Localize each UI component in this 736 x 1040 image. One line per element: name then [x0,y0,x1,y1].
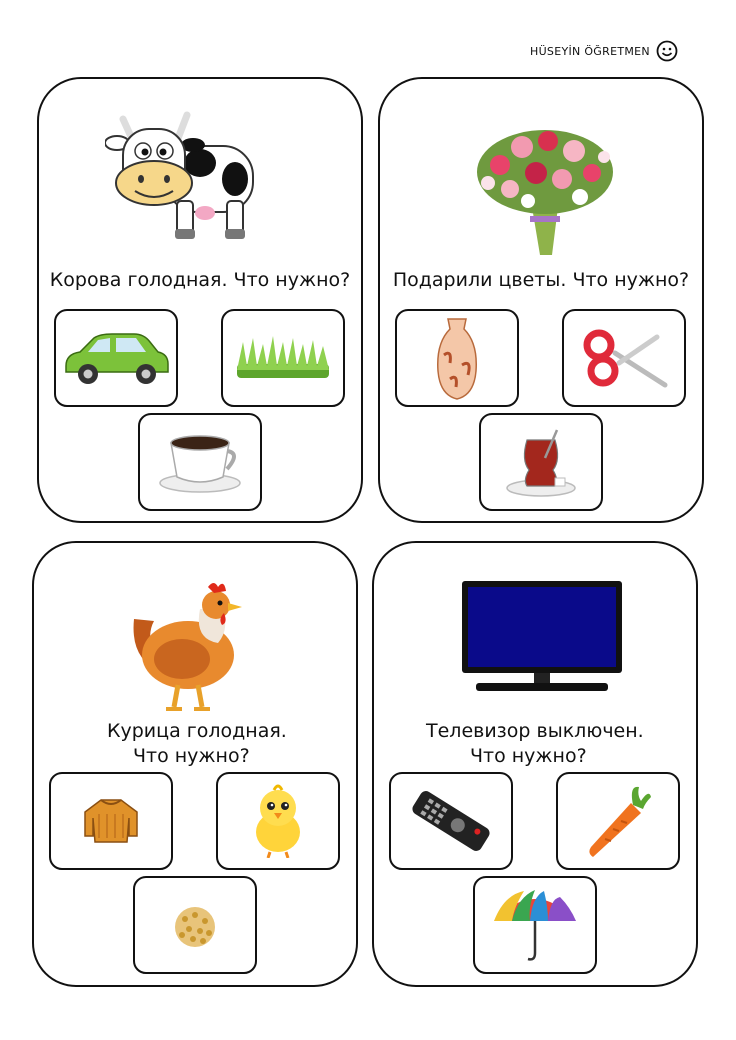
card-cow [37,77,363,523]
remote-control-icon [409,786,493,856]
flower-bouquet-icon [470,117,620,257]
author-header [530,40,678,62]
umbrella-icon [490,887,580,963]
tea-glass-icon [505,426,577,498]
scissors-icon [579,323,669,393]
question-tv-line1: Телевизор выключен. [426,720,644,742]
card-flowers [378,77,704,523]
coffee-cup-icon [157,429,243,495]
question-tv-line2: Что нужно? [470,745,587,767]
option-grass[interactable] [221,309,345,407]
chicken-icon [130,579,246,713]
option-car[interactable] [54,309,178,407]
option-scissors[interactable] [562,309,686,407]
option-remote-control[interactable] [389,772,513,870]
card-tv [372,541,698,987]
option-coffee-cup[interactable] [138,413,262,511]
card-chicken [32,541,358,987]
vase-icon [432,315,482,401]
chick-icon [250,784,306,858]
tv-icon [460,579,624,697]
option-vase[interactable] [395,309,519,407]
question-chicken-line1: Курица голодная. [107,720,287,742]
grass-icon [233,336,333,380]
question-cow: Корова голодная. Что нужно? [49,269,351,291]
option-sweater[interactable] [49,772,173,870]
sweater-icon [81,796,141,846]
grain-icon [167,897,223,953]
author-name: HÜSEYİN ÖĞRETMEN [530,44,650,58]
question-flowers: Подарили цветы. Что нужно? [392,269,690,291]
option-carrot[interactable] [556,772,680,870]
option-tea-glass[interactable] [479,413,603,511]
car-icon [60,328,172,388]
question-chicken-line2: Что нужно? [133,745,250,767]
option-grain[interactable] [133,876,257,974]
option-chick[interactable] [216,772,340,870]
carrot-icon [583,781,653,861]
cow-icon [105,101,265,243]
option-umbrella[interactable] [473,876,597,974]
smiley-icon [656,40,678,62]
